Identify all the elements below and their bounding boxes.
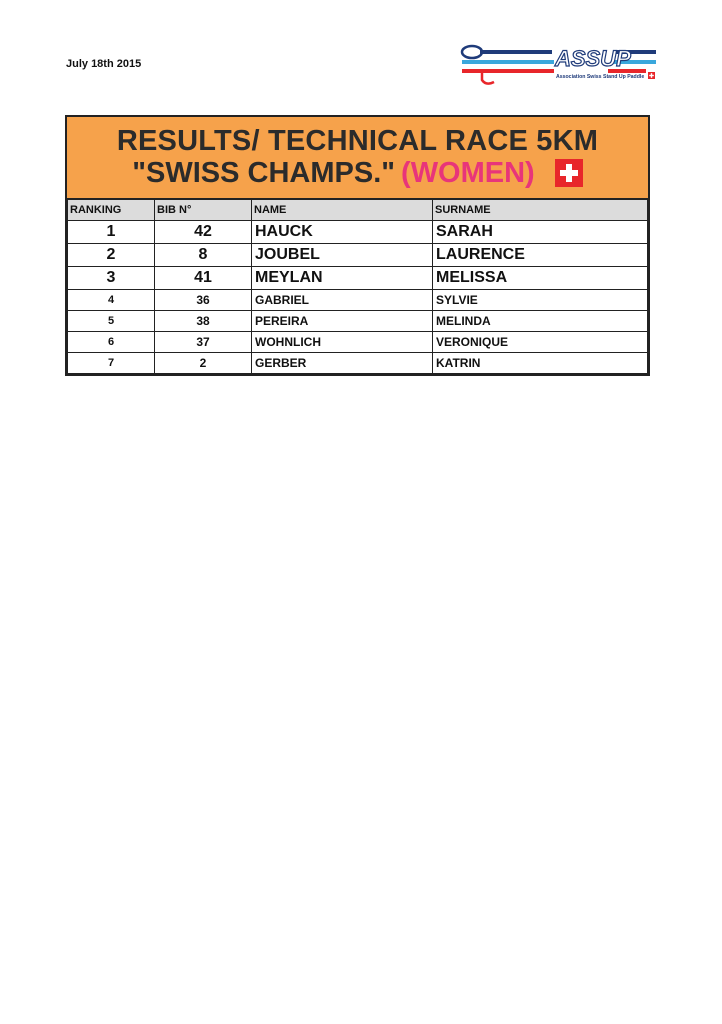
cell-rank: 7 — [68, 353, 155, 374]
cell-bib: 42 — [155, 221, 252, 244]
document-date: July 18th 2015 — [66, 58, 142, 70]
cell-surname: SYLVIE — [433, 290, 648, 311]
cell-name: JOUBEL — [252, 244, 433, 267]
table-header-row — [68, 200, 648, 221]
swiss-flag-icon — [555, 159, 583, 187]
cell-name: HAUCK — [252, 221, 433, 244]
table-row — [68, 311, 648, 332]
cell-rank: 1 — [68, 221, 155, 244]
banner-category: (WOMEN) — [401, 157, 535, 189]
cell-surname: LAURENCE — [433, 244, 648, 267]
cell-bib: 36 — [155, 290, 252, 311]
cell-bib: 41 — [155, 267, 252, 290]
results-table — [67, 199, 648, 374]
table-row — [68, 290, 648, 311]
cell-rank: 6 — [68, 332, 155, 353]
cell-bib: 37 — [155, 332, 252, 353]
cell-surname: VERONIQUE — [433, 332, 648, 353]
header-ranking: RANKING — [68, 200, 155, 221]
cell-surname: MELINDA — [433, 311, 648, 332]
cell-name: MEYLAN — [252, 267, 433, 290]
cell-bib: 38 — [155, 311, 252, 332]
cell-surname: SARAH — [433, 221, 648, 244]
cell-rank: 4 — [68, 290, 155, 311]
cell-bib: 8 — [155, 244, 252, 267]
cell-bib: 2 — [155, 353, 252, 374]
cell-name: GERBER — [252, 353, 433, 374]
header-bib: BIB N° — [155, 200, 252, 221]
table-row — [68, 267, 648, 290]
cell-name: GABRIEL — [252, 290, 433, 311]
table-row — [68, 221, 648, 244]
header-name: NAME — [252, 200, 433, 221]
cell-surname: KATRIN — [433, 353, 648, 374]
logo-subtitle: Association Swiss Stand Up Paddle — [556, 74, 645, 80]
logo-text: ASSUP — [555, 46, 631, 71]
results-banner — [67, 117, 648, 199]
cell-rank: 3 — [68, 267, 155, 290]
table-row — [68, 332, 648, 353]
banner-subtitle-row — [132, 157, 582, 189]
results-sheet — [65, 115, 650, 376]
assup-logo — [458, 42, 658, 90]
table-row — [68, 244, 648, 267]
cell-rank: 2 — [68, 244, 155, 267]
cell-name: WOHNLICH — [252, 332, 433, 353]
cell-name: PEREIRA — [252, 311, 433, 332]
cell-surname: MELISSA — [433, 267, 648, 290]
cell-rank: 5 — [68, 311, 155, 332]
header-surname: SURNAME — [433, 200, 648, 221]
banner-event: "SWISS CHAMPS." — [132, 157, 396, 189]
table-row — [68, 353, 648, 374]
banner-title: RESULTS/ TECHNICAL RACE 5KM — [116, 125, 599, 157]
